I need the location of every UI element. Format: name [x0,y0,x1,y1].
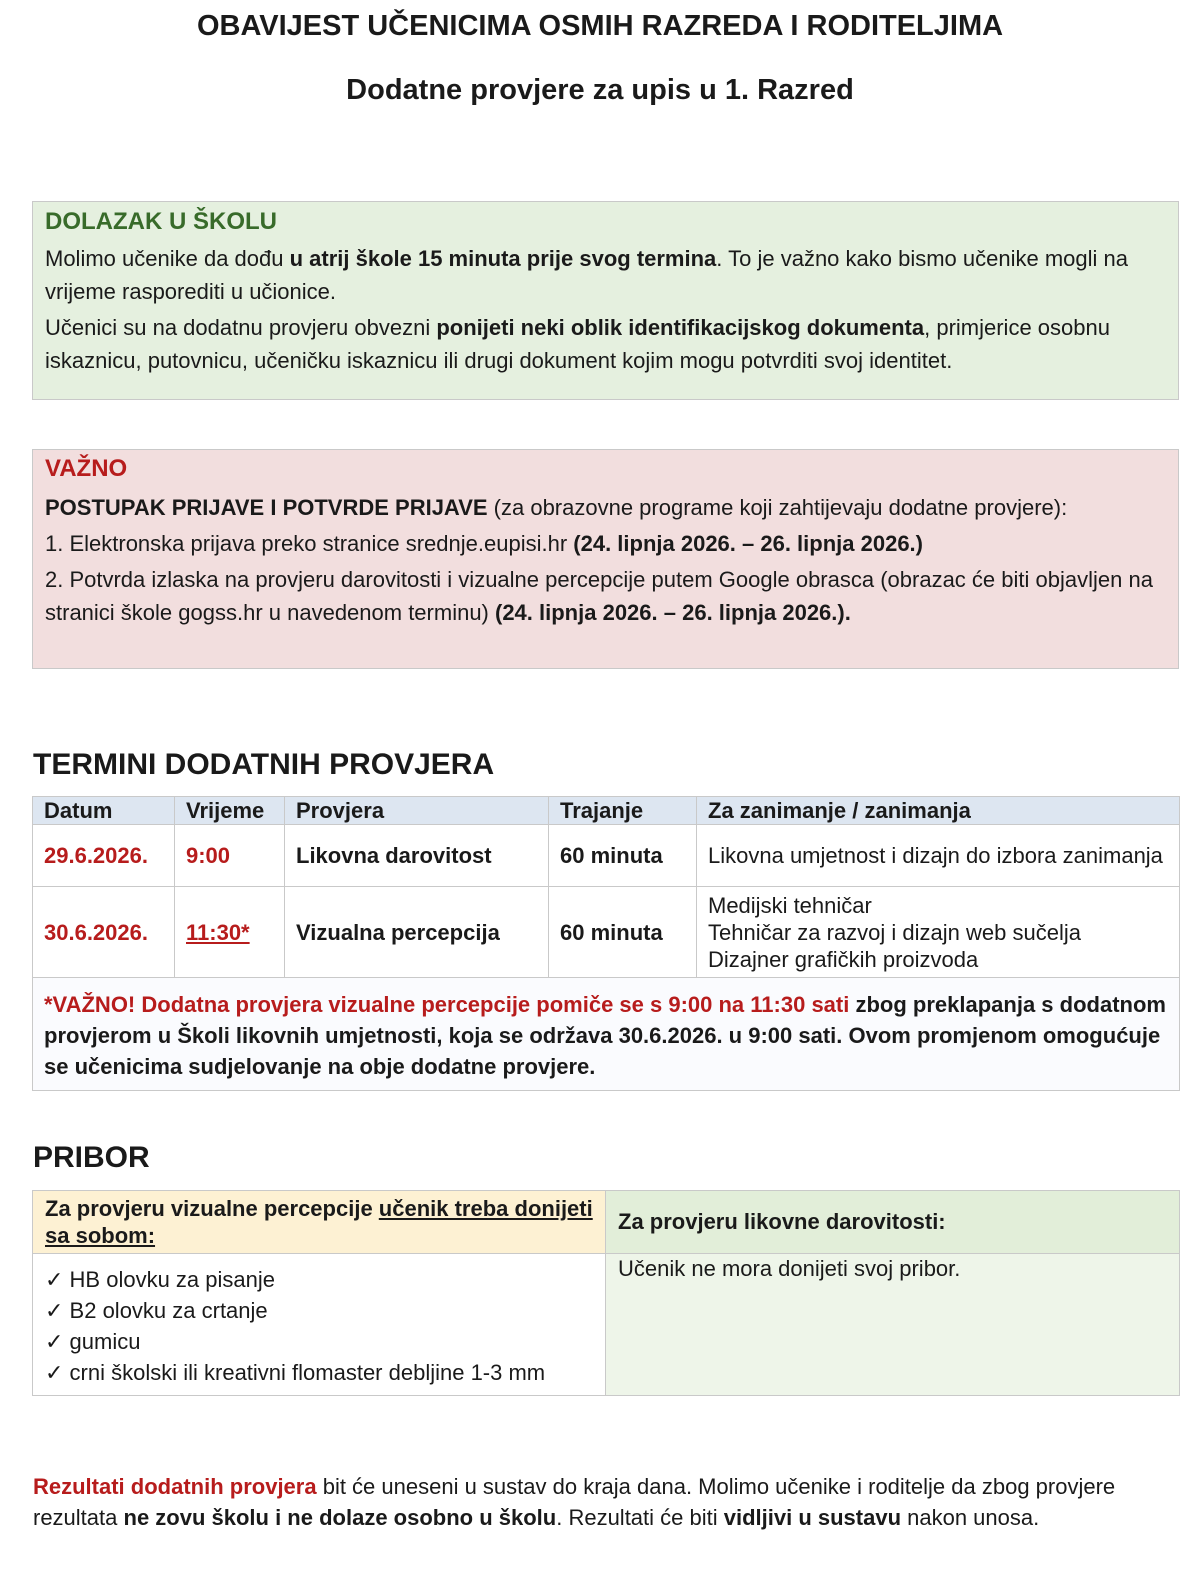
page-title: OBAVIJEST UČENICIMA OSMIH RAZREDA I RODITELJIMA [196,10,1004,42]
arrival-heading: DOLAZAK U ŠKOLU [45,208,277,235]
column-header-duration: Trajanje [549,797,697,825]
art-talent-supplies-text: Učenik ne mora donijeti svoj pribor. [606,1254,1180,1396]
row-date: 30.6.2026. [33,887,175,978]
column-header-test: Provjera [285,797,549,825]
column-header-occupations: Za zanimanje / zanimanja [697,797,1180,825]
schedule-note: *VAŽNO! Dodatna provjera vizualne percepcije pomiče se s 9:00 na 11:30 sati zbog preklapanja s dodatnom provjerom u Školi likovnih umjetnosti, koja se održava 30.6.2026. u 9:00 sati. Ovom promjenom omogućuje se učenicima sudjelovanje na obje dodatne provjere. [33,978,1180,1091]
row-occupations: Medijski tehničar Tehničar za razvoj i dizajn web sučelja Dizajner grafičkih proizvoda [697,887,1180,978]
row-time: 9:00 [175,825,285,887]
schedule-heading: TERMINI DODATNIH PROVJERA [33,748,495,781]
row-duration: 60 minuta [549,887,697,978]
important-step-1: 1. Elektronska prijava preko stranice srednje.eupisi.hr (24. lipnja 2026. – 26. lipnja 2026.) [45,531,923,556]
row-duration: 60 minuta [549,825,697,887]
page-subtitle: Dodatne provjere za upis u 1. Razred [346,74,854,106]
supplies-table [32,1190,1180,1396]
supplies-header-row [33,1191,1180,1254]
list-item: ✓ crni školski ili kreativni flomaster debljine 1-3 mm [45,1360,546,1385]
schedule-note-row [33,978,1180,1091]
arrival-paragraph-1: Molimo učenike da dođu u atrij škole 15 minuta prije svog termina. To je važno kako bismo učenike mogli na vrijeme rasporediti u učionice. [45,246,1129,304]
arrival-emphasis-1: u atrij škole 15 minuta prije svog termina [289,246,717,271]
row-date: 29.6.2026. [33,825,175,887]
art-talent-supplies-header: Za provjeru likovne darovitosti: [606,1191,1180,1254]
arrival-notice-box [32,201,1179,400]
row-occupations: Likovna umjetnost i dizajn do izbora zanimanja [697,825,1180,887]
visual-perception-supplies-header: Za provjeru vizualne percepcije učenik treba donijeti sa sobom: [33,1191,606,1254]
supplies-content-row [33,1254,1180,1396]
row-test: Vizualna percepcija [285,887,549,978]
results-notice: Rezultati dodatnih provjera bit će uneseni u sustav do kraja dana. Molimo učenike i roditelje da zbog provjere rezultata ne zovu školu i ne dolaze osobno u školu. Rezultati će biti vidljivi u sustavu nakon unosa. [33,1474,1116,1530]
important-paragraph-1: POSTUPAK PRIJAVE I POTVRDE PRIJAVE (za obrazovne programe koji zahtijevaju dodatne provjere): [45,495,1068,520]
table-row [33,825,1180,887]
row-time: 11:30* [175,887,285,978]
column-header-time: Vrijeme [175,797,285,825]
important-heading: VAŽNO [45,455,128,482]
arrival-paragraph-2: Učenici su na dodatnu provjeru obvezni ponijeti neki oblik identifikacijskog dokumenta, primjerice osobnu iskaznicu, putovnicu, učeničku iskaznicu ili drugi dokument kojim mogu potvrditi svoj identitet. [45,315,1110,373]
list-item: ✓ gumicu [45,1329,141,1354]
visual-perception-supplies-list [33,1254,606,1396]
list-item: ✓ B2 olovku za crtanje [45,1298,268,1323]
important-notice-box [32,449,1179,669]
arrival-emphasis-2: ponijeti neki oblik identifikacijskog dokumenta [436,315,925,340]
column-header-date: Datum [33,797,175,825]
schedule-table-header [33,797,1180,825]
table-row [33,887,1180,978]
list-item: ✓ HB olovku za pisanje [45,1267,275,1292]
important-step-2: 2. Potvrda izlaska na provjeru darovitosti i vizualne percepcije putem Google obrasca (obrazac će biti objavljen na stranici škole gogss.hr u navedenom terminu) (24. lipnja 2026. – 26. lipnja 2026.). [45,567,1153,625]
supplies-heading: PRIBOR [33,1141,150,1174]
row-test: Likovna darovitost [285,825,549,887]
schedule-table [32,796,1180,1091]
